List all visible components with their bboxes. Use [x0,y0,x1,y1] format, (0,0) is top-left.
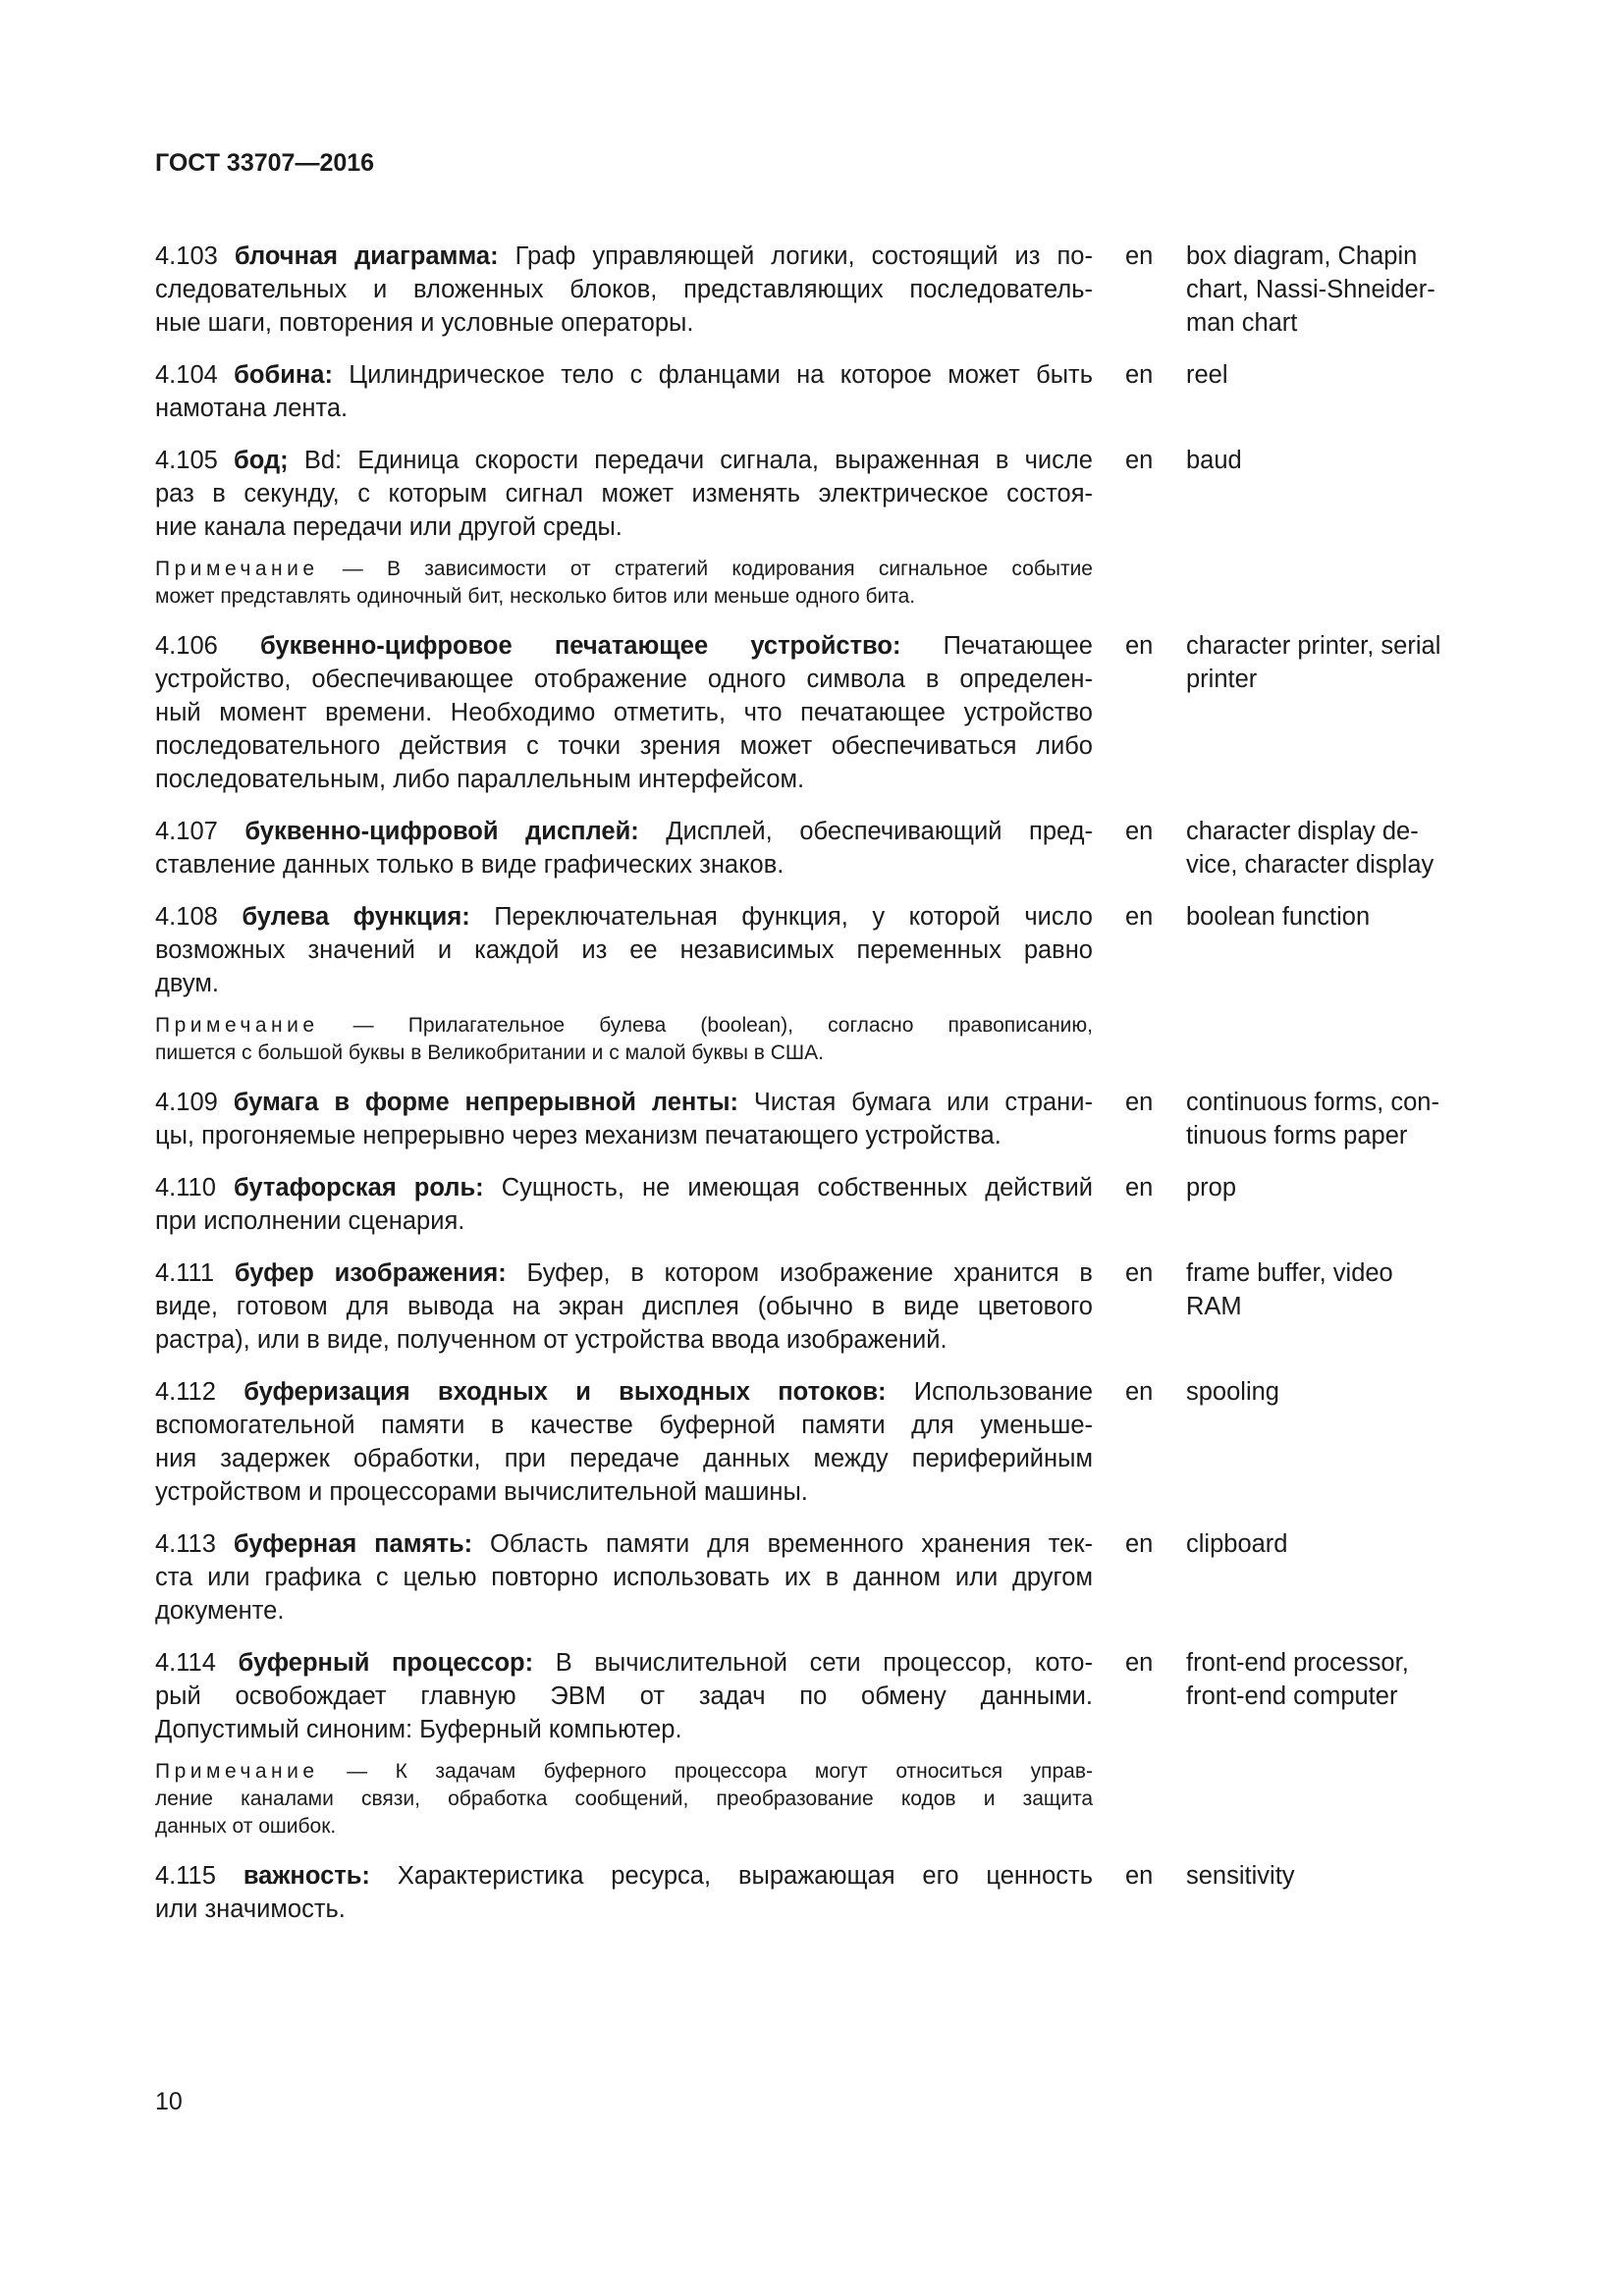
language-code: en [1125,818,1154,845]
definition-text: документе. [155,1597,285,1625]
translation-line: printer [1186,666,1258,693]
definition-line [155,1859,1093,1893]
note-label: Примечание [155,558,319,580]
term-entry [155,900,1481,1067]
term-number: 4.103 [155,242,218,270]
definition-line [155,696,1093,729]
definition-line [155,1171,1093,1204]
note-text: ление каналами связи, обработка сообщений, преобразование кодов и защита [155,1788,1093,1810]
term-definition [155,629,1093,796]
term-number: 4.112 [155,1378,216,1406]
term-definition [155,1527,1093,1628]
definition-line [155,1475,1093,1509]
language-code: en [1125,242,1154,270]
language-code: en [1125,1862,1154,1890]
english-equivalent [1186,1171,1490,1204]
term-name: бод; [233,447,289,474]
term-number: 4.104 [155,361,218,389]
definition-text: следовательных и вложенных блоков, представляющих последователь- [155,276,1093,303]
term-entry [155,1646,1481,1841]
definition-line [155,934,1093,967]
language-code: en [1125,361,1154,389]
definition-text: В вычислительной сети процессор, кото- [533,1649,1093,1677]
note-line [155,1813,1093,1841]
translation-line: chart, Nassi-Shneider- [1186,276,1435,303]
english-equivalent [1186,1375,1490,1409]
definition-text: или значимость. [155,1896,346,1923]
note-text: — Прилагательное булева (boolean), согласно правописанию, [318,1014,1093,1037]
term-entry [155,1527,1481,1628]
definition-line [155,1713,1093,1746]
note-text: может представлять одиночный бит, несколько битов или меньше одного бита. [155,585,916,608]
term-number: 4.106 [155,632,218,660]
translation-line: boolean function [1186,903,1371,931]
note-label: Примечание [155,1014,319,1037]
term-number: 4.115 [155,1862,216,1890]
note-text: — В зависимости от стратегий кодирования сигнальное событие [318,558,1093,580]
term-entry [155,1086,1481,1152]
language-code: en [1125,1089,1154,1116]
definition-text: раз в секунду, с которым сигнал может изменять электрическое состоя- [155,480,1093,507]
translation-line: reel [1186,361,1228,389]
term-entry [155,815,1481,881]
term-number: 4.105 [155,447,218,474]
term-number: 4.107 [155,818,218,845]
definition-line [155,477,1093,510]
term-entry [155,629,1481,796]
translation-line: front-end processor, [1186,1649,1409,1677]
translation-line: clipboard [1186,1530,1288,1558]
term-number: 4.111 [155,1259,215,1287]
english-equivalent [1186,1859,1490,1893]
definition-text: Bd: Единица скорости передачи сигнала, выраженная в числе [288,447,1093,474]
definition-line [155,1409,1093,1442]
term-number: 4.109 [155,1089,218,1116]
term-name: бобина: [234,361,333,389]
definition-text: Дисплей, обеспечивающий пред- [638,818,1093,845]
term-definition [155,1859,1093,1926]
note-line [155,1786,1093,1813]
english-equivalent [1186,358,1490,392]
definition-line [155,306,1093,340]
term-number: 4.108 [155,903,218,931]
english-equivalent [1186,444,1490,477]
term-definition [155,1646,1093,1746]
language-code: en [1125,1649,1154,1677]
translation-line: character printer, serial [1186,632,1441,660]
translation-line: front-end computer [1186,1682,1398,1710]
note-line [155,1758,1093,1786]
translation-line: character display de- [1186,818,1419,845]
definition-line [155,1561,1093,1594]
definition-line [155,1204,1093,1238]
english-equivalent [1186,900,1490,934]
term-name: буферизация входных и выходных потоков: [244,1378,887,1406]
note-block [155,1012,1093,1067]
definition-text: Переключательная функция, у которой число [469,903,1093,931]
definition-line [155,815,1093,848]
definition-line [155,900,1093,934]
definition-text: устройством и процессорами вычислительной машины. [155,1478,808,1506]
definition-text: цы, прогоняемые непрерывно через механизм печатающего устройства. [155,1122,1001,1149]
definition-line [155,510,1093,544]
term-name: бутафорская роль: [234,1174,484,1201]
language-code: en [1125,1174,1154,1201]
term-definition [155,444,1093,544]
definition-text: ния задержек обработки, при передаче данных между периферийным [155,1445,1093,1472]
definition-line [155,1646,1093,1680]
language-code: en [1125,1259,1154,1287]
term-definition [155,1375,1093,1509]
term-name: важность: [243,1862,370,1890]
language-code: en [1125,1530,1154,1558]
definition-line [155,729,1093,763]
note-block [155,556,1093,611]
definition-line [155,1256,1093,1290]
english-equivalent [1186,1527,1490,1561]
definition-line [155,358,1093,392]
page-number: 10 [155,2088,183,2115]
term-entry [155,358,1481,425]
definition-text: ние канала передачи или другой среды. [155,513,623,541]
translation-line: frame buffer, video [1186,1259,1393,1287]
term-name: буквенно-цифровое печатающее устройство: [260,632,901,660]
definition-text: Допустимый синоним: Буферный компьютер. [155,1716,682,1743]
translation-line: box diagram, Chapin [1186,242,1418,270]
definition-text: Граф управляющей логики, состоящий из по- [498,242,1093,270]
term-definition [155,900,1093,1000]
definition-text: рый освобождает главную ЭВМ от задач по обмену данными. [155,1682,1093,1710]
english-equivalent [1186,240,1490,340]
definition-text: виде, готовом для вывода на экран дисплея (обычно в виде цветового [155,1293,1093,1320]
english-equivalent [1186,1646,1490,1713]
translation-line: continuous forms, con- [1186,1089,1439,1116]
language-code: en [1125,632,1154,660]
definition-line [155,1680,1093,1713]
definition-line [155,444,1093,477]
term-entry [155,1256,1481,1357]
definition-line [155,848,1093,881]
translation-line: baud [1186,447,1242,474]
term-entry [155,1859,1481,1926]
language-code: en [1125,447,1154,474]
definition-text: последовательного действия с точки зрения может обеспечиваться либо [155,732,1093,760]
definition-text: Буфер, в котором изображение хранится в [506,1259,1093,1287]
definition-text: ный момент времени. Необходимо отметить, что печатающее устройство [155,699,1093,726]
note-text: данных от ошибок. [155,1815,337,1838]
definition-text: устройство, обеспечивающее отображение одного символа в определен- [155,666,1093,693]
definition-line [155,1119,1093,1152]
document-header: ГОСТ 33707—2016 [155,149,375,177]
term-name: блочная диаграмма: [234,242,499,270]
definition-line [155,1594,1093,1628]
definition-line [155,1375,1093,1409]
language-code: en [1125,903,1154,931]
term-entry [155,444,1481,611]
definition-text: Использование [886,1378,1094,1406]
translation-line: tinuous forms paper [1186,1122,1408,1149]
term-definition [155,815,1093,881]
definition-line [155,1323,1093,1357]
definition-text: ста или графика с целью повторно использовать их в данном или другом [155,1564,1093,1591]
note-line [155,1040,1093,1067]
note-block [155,1758,1093,1841]
definition-line [155,273,1093,306]
translation-line: RAM [1186,1293,1242,1320]
language-code: en [1125,1378,1154,1406]
english-equivalent [1186,629,1490,696]
definition-line [155,392,1093,425]
translation-line: spooling [1186,1378,1279,1406]
term-definition [155,240,1093,340]
note-line [155,1012,1093,1040]
definition-text: Цилиндрическое тело с фланцами на которое может быть [332,361,1093,389]
translation-line: vice, character display [1186,851,1435,879]
definition-text: ные шаги, повторения и условные операторы. [155,309,694,337]
definition-text: Область памяти для временного хранения тек- [472,1530,1093,1558]
definition-text: Чистая бумага или страни- [738,1089,1094,1116]
definition-line [155,1290,1093,1323]
definition-line [155,967,1093,1000]
term-name: булева функция: [242,903,470,931]
definition-text: растра), или в виде, полученном от устройства ввода изображений. [155,1326,947,1354]
note-line [155,583,1093,611]
definition-text: при исполнении сценария. [155,1207,465,1235]
term-entry [155,1171,1481,1238]
term-entry [155,1375,1481,1509]
definition-line [155,663,1093,696]
definition-text: намотана лента. [155,395,349,422]
terms-list [155,240,1481,1945]
term-definition [155,1171,1093,1238]
term-number: 4.114 [155,1649,216,1677]
definition-line [155,1442,1093,1475]
definition-line [155,240,1093,273]
definition-text: Сущность, не имеющая собственных действий [483,1174,1093,1201]
term-number: 4.110 [155,1174,216,1201]
term-definition [155,358,1093,425]
note-text: — К задачам буферного процессора могут относиться управ- [318,1760,1093,1783]
definition-text: последовательным, либо параллельным интерфейсом. [155,766,805,793]
definition-text: вспомогательной памяти в качестве буферной памяти для уменьше- [155,1412,1093,1439]
definition-text: двум. [155,970,219,997]
definition-text: возможных значений и каждой из ее независимых переменных равно [155,936,1093,964]
translation-line: man chart [1186,309,1298,337]
term-name: буфер изображения: [234,1259,507,1287]
translation-line: sensitivity [1186,1862,1295,1890]
note-text: пишется с большой буквы в Великобритании и с малой буквы в США. [155,1041,825,1064]
term-entry [155,240,1481,340]
term-definition [155,1086,1093,1152]
translation-line: prop [1186,1174,1237,1201]
term-name: буквенно-цифровой дисплей: [244,818,639,845]
definition-text: Характеристика ресурса, выражающая его ценность [369,1862,1093,1890]
note-label: Примечание [155,1760,319,1783]
english-equivalent [1186,1086,1490,1152]
term-definition [155,1256,1093,1357]
definition-line [155,629,1093,663]
english-equivalent [1186,1256,1490,1323]
definition-line [155,1527,1093,1561]
definition-text: Печатающее [900,632,1093,660]
note-line [155,556,1093,583]
english-equivalent [1186,815,1490,881]
definition-line [155,1893,1093,1926]
term-number: 4.113 [155,1530,216,1558]
definition-line [155,763,1093,796]
term-name: бумага в форме непрерывной ленты: [233,1089,739,1116]
definition-line [155,1086,1093,1119]
term-name: буферная память: [233,1530,473,1558]
term-name: буферный процессор: [238,1649,534,1677]
definition-text: ставление данных только в виде графических знаков. [155,851,785,879]
